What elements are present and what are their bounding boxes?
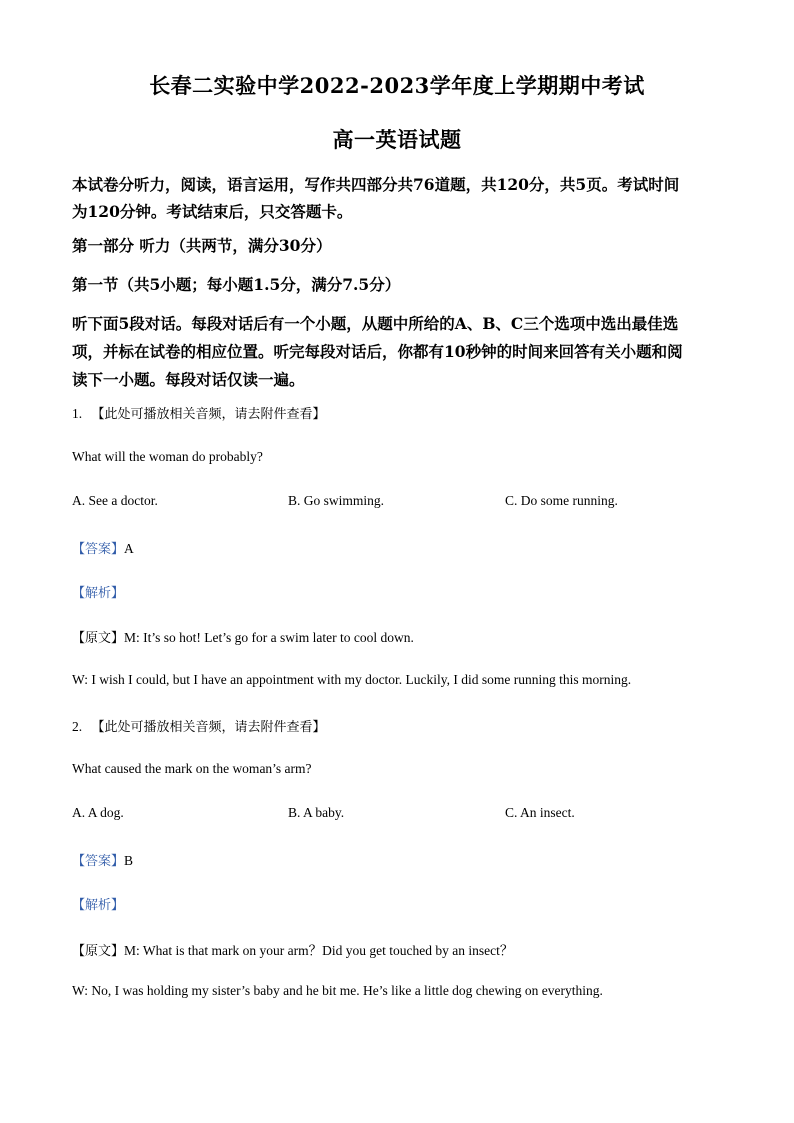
section-heading: 第一节（共5小题；每小题1.5分，满分7.5分）	[72, 275, 401, 294]
question-1-answer	[72, 538, 134, 557]
transcript-label: 【原文】	[72, 631, 125, 646]
question-2-stem: What caused the mark on the woman’s arm?	[72, 761, 312, 776]
page-title: 长春二实验中学2022-2023学年度上学期期中考试	[149, 73, 645, 98]
question-2-transcript-m	[72, 939, 513, 959]
transcript-text: M: It’s so hot! Let’s go for a swim later to cool down.	[124, 630, 414, 645]
question-2-answer	[72, 850, 133, 869]
answer-label: 【答案】	[72, 854, 125, 869]
transcript-label: 【原文】	[72, 944, 125, 959]
question-1-stem: What will the woman do probably?	[72, 449, 263, 464]
intro-line: 为120分钟。考试结束后，只交答题卡。	[72, 202, 353, 221]
question-2-option-a: A. A dog.	[72, 805, 124, 820]
question-1-transcript-w: W: I wish I could, but I have an appointment with my doctor. Luckily, I did some running this morning.	[72, 672, 632, 687]
question-2-transcript-w: W: No, I was holding my sister’s baby and he bit me. He’s like a little dog chewing on everything.	[72, 983, 603, 998]
transcript-text: M: What is that mark on your arm？Did you get touched by an insect？	[124, 943, 514, 958]
question-2-option-b: B. A baby.	[288, 805, 345, 820]
question-2-analysis-label: 【解析】	[72, 898, 125, 913]
directions-line: 项，并标在试卷的相应位置。听完每段对话后，你都有10秒钟的时间来回答有关小题和阅	[72, 342, 683, 361]
question-1-header	[72, 403, 326, 422]
answer-label: 【答案】	[72, 542, 125, 557]
question-1-option-b: B. Go swimming.	[288, 493, 385, 508]
directions-line: 听下面5段对话。每段对话后有一个小题，从题中所给的A、B、C三个选项中选出最佳选	[72, 314, 679, 333]
intro-line: 本试卷分听力，阅读，语言运用，写作共四部分共76道题，共120分，共5页。考试时间	[72, 175, 680, 194]
audio-note: 【此处可播放相关音频，请去附件查看】	[91, 720, 326, 735]
answer-value: B	[124, 853, 134, 868]
question-1-option-a: A. See a doctor.	[72, 493, 158, 508]
directions-line: 读下一小题。每段对话仅读一遍。	[72, 370, 305, 389]
directions-paragraph	[72, 310, 722, 394]
question-2-option-c: C. An insect.	[505, 805, 575, 820]
part-heading: 第一部分 听力（共两节，满分30分）	[72, 236, 332, 255]
question-1-transcript-m	[72, 627, 414, 646]
question-1-analysis-label: 【解析】	[72, 586, 125, 601]
question-number: 2.	[72, 719, 83, 734]
question-number: 1.	[72, 406, 83, 421]
answer-value: A	[124, 541, 134, 556]
question-1-option-c: C. Do some running.	[505, 493, 618, 508]
question-2-header	[72, 716, 326, 735]
intro-paragraph	[72, 171, 722, 225]
page-subtitle: 高一英语试题	[332, 127, 462, 152]
audio-note: 【此处可播放相关音频，请去附件查看】	[91, 407, 326, 422]
